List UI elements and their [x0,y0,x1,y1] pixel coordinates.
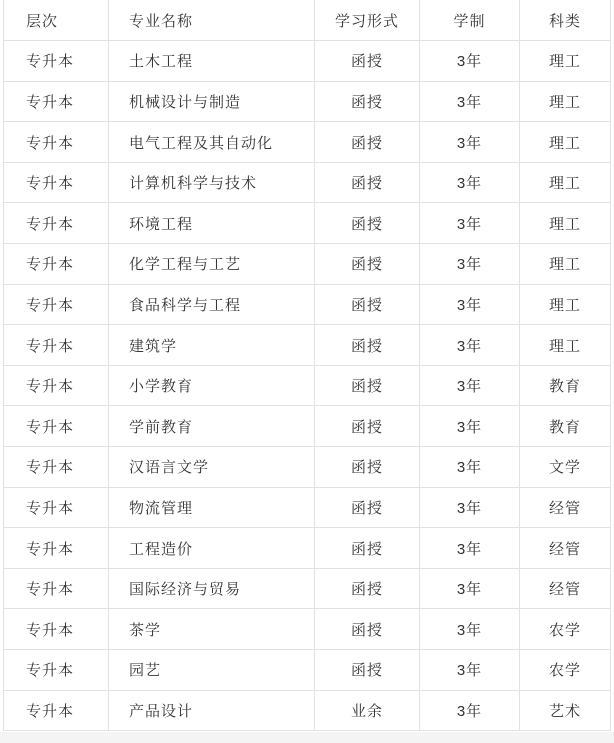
col-header-major: 专业名称 [109,0,315,41]
table-row [4,162,611,203]
col-header-category: 科类 [520,0,611,41]
cell-duration: 3年 [420,162,520,203]
cell-level: 专升本 [4,244,109,285]
table-row [4,609,611,650]
cell-form: 函授 [315,447,420,488]
cell-duration: 3年 [420,41,520,82]
cell-level: 专升本 [4,81,109,122]
cell-major: 化学工程与工艺 [109,244,315,285]
cell-category: 经管 [520,487,611,528]
cell-duration: 3年 [420,690,520,731]
cell-form: 函授 [315,528,420,569]
cell-form: 函授 [315,609,420,650]
cell-major: 物流管理 [109,487,315,528]
cell-category: 理工 [520,122,611,163]
cell-major: 学前教育 [109,406,315,447]
cell-level: 专升本 [4,528,109,569]
cell-major: 建筑学 [109,325,315,366]
cell-duration: 3年 [420,406,520,447]
cell-category: 理工 [520,162,611,203]
cell-category: 教育 [520,406,611,447]
cell-duration: 3年 [420,325,520,366]
cell-duration: 3年 [420,284,520,325]
cell-level: 专升本 [4,284,109,325]
cell-duration: 3年 [420,203,520,244]
table-row [4,690,611,731]
cell-form: 函授 [315,650,420,691]
program-table [3,0,611,731]
cell-major: 茶学 [109,609,315,650]
cell-level: 专升本 [4,41,109,82]
cell-category: 理工 [520,244,611,285]
cell-form: 函授 [315,568,420,609]
cell-duration: 3年 [420,650,520,691]
table-row [4,406,611,447]
cell-major: 食品科学与工程 [109,284,315,325]
cell-level: 专升本 [4,568,109,609]
table-row [4,447,611,488]
cell-duration: 3年 [420,487,520,528]
cell-form: 函授 [315,122,420,163]
table-row [4,81,611,122]
cell-level: 专升本 [4,447,109,488]
cell-category: 理工 [520,81,611,122]
cell-duration: 3年 [420,81,520,122]
table-row [4,203,611,244]
cell-form: 函授 [315,284,420,325]
cell-major: 电气工程及其自动化 [109,122,315,163]
cell-category: 经管 [520,528,611,569]
cell-level: 专升本 [4,487,109,528]
cell-level: 专升本 [4,690,109,731]
cell-major: 汉语言文学 [109,447,315,488]
cell-form: 函授 [315,365,420,406]
cell-level: 专升本 [4,406,109,447]
col-header-form: 学习形式 [315,0,420,41]
cell-level: 专升本 [4,650,109,691]
cell-level: 专升本 [4,609,109,650]
cell-level: 专升本 [4,325,109,366]
cell-category: 教育 [520,365,611,406]
cell-category: 理工 [520,325,611,366]
page-footer-strip [0,732,614,743]
cell-form: 函授 [315,325,420,366]
cell-form: 业余 [315,690,420,731]
cell-category: 理工 [520,203,611,244]
cell-form: 函授 [315,406,420,447]
cell-form: 函授 [315,162,420,203]
cell-form: 函授 [315,81,420,122]
table-row [4,325,611,366]
cell-category: 农学 [520,609,611,650]
cell-duration: 3年 [420,609,520,650]
cell-form: 函授 [315,244,420,285]
cell-category: 艺术 [520,690,611,731]
cell-duration: 3年 [420,528,520,569]
table-row [4,528,611,569]
table-body [4,41,611,731]
cell-duration: 3年 [420,365,520,406]
table-header-row [4,0,611,41]
cell-major: 工程造价 [109,528,315,569]
table-row [4,568,611,609]
table-row [4,122,611,163]
table-row [4,41,611,82]
col-header-level: 层次 [4,0,109,41]
table-row [4,650,611,691]
cell-level: 专升本 [4,203,109,244]
cell-duration: 3年 [420,568,520,609]
table-row [4,284,611,325]
cell-major: 小学教育 [109,365,315,406]
cell-category: 理工 [520,41,611,82]
cell-category: 文学 [520,447,611,488]
cell-form: 函授 [315,203,420,244]
cell-category: 农学 [520,650,611,691]
cell-level: 专升本 [4,122,109,163]
cell-category: 理工 [520,284,611,325]
cell-level: 专升本 [4,162,109,203]
cell-major: 园艺 [109,650,315,691]
cell-major: 环境工程 [109,203,315,244]
cell-major: 机械设计与制造 [109,81,315,122]
cell-major: 计算机科学与技术 [109,162,315,203]
cell-duration: 3年 [420,447,520,488]
table-row [4,244,611,285]
cell-major: 产品设计 [109,690,315,731]
cell-major: 国际经济与贸易 [109,568,315,609]
cell-duration: 3年 [420,244,520,285]
cell-form: 函授 [315,487,420,528]
cell-form: 函授 [315,41,420,82]
cell-level: 专升本 [4,365,109,406]
cell-major: 土木工程 [109,41,315,82]
col-header-duration: 学制 [420,0,520,41]
cell-category: 经管 [520,568,611,609]
cell-duration: 3年 [420,122,520,163]
table-row [4,487,611,528]
table-row [4,365,611,406]
